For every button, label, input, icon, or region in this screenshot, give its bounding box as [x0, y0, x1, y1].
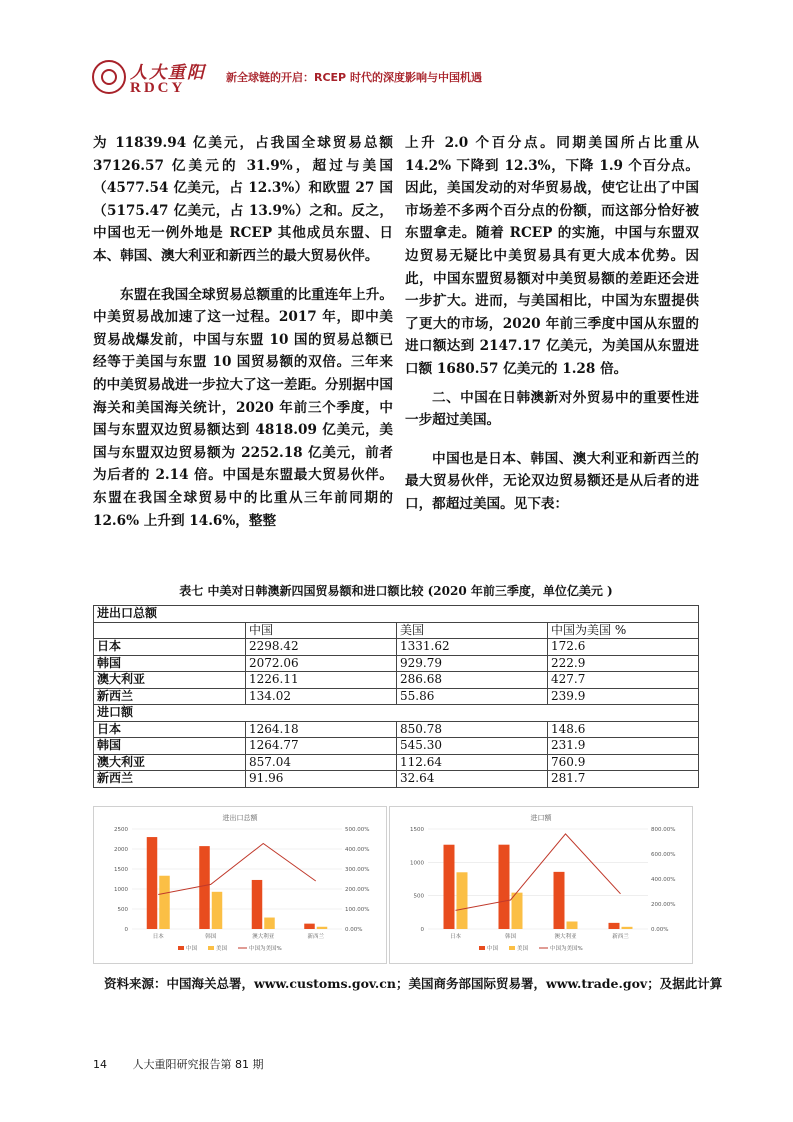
- table-cell: 134.02: [246, 688, 397, 705]
- y-left-tick-label: 0: [420, 927, 424, 933]
- table-cell: 281.7: [548, 771, 699, 788]
- table-row-label: 新西兰: [94, 771, 246, 788]
- table-cell: 545.30: [397, 738, 548, 755]
- chart-title: 进出口总额: [222, 814, 258, 822]
- table-cell: 1331.62: [397, 639, 548, 656]
- bar-usa: [264, 918, 275, 929]
- y-left-tick-label: 2000: [114, 847, 128, 853]
- legend-label-usa: 美国: [517, 946, 529, 952]
- y-right-tick-label: 100.00%: [345, 907, 370, 913]
- bar-china: [199, 846, 210, 929]
- x-tick-label: 日本: [449, 934, 462, 940]
- y-right-tick-label: 200.00%: [651, 902, 676, 908]
- table-row-label: 澳大利亚: [94, 672, 246, 689]
- table-cell: 148.6: [548, 721, 699, 738]
- table-cell: 239.9: [548, 688, 699, 705]
- source-note: 资料来源：中国海关总署，www.customs.gov.cn；美国商务部国际贸易署，www.trade.gov；及据此计算: [104, 976, 723, 991]
- x-tick-label: 新西兰: [612, 934, 629, 940]
- paragraph-2: 东盟在我国全球贸易总额重的比重连年上升。中美贸易战加速了这一过程。2017 年，即中美贸易战爆发前，中国与东盟 10 国的贸易总额已经等于美国与东盟 10 国贸易额的双倍。三年来的中美贸易战进一步拉大了这一差距。分别据中国海关和美国海关统计，2020 年前三个季度，中国与东盟双边贸易额达到 4818.09 亿美元，美国与东盟双边贸易额为 2252.18 亿美元，前者为后者的 2.14 倍。中国是东盟最大贸易伙伴。东盟在我国全球贸易中的比重从三年前同期的 12.6% 上升到 14.6%，整整: [93, 286, 393, 529]
- table-section-label: 进出口总额: [94, 606, 699, 623]
- bar-usa: [159, 876, 170, 929]
- y-left-tick-label: 1000: [410, 860, 424, 867]
- table-row-label: 韩国: [94, 655, 246, 672]
- table-cell: 427.7: [548, 672, 699, 689]
- trade-comparison-table: [93, 605, 699, 788]
- table-row: [94, 639, 699, 656]
- chart-imports: [389, 806, 693, 964]
- table-cell: 1264.18: [246, 721, 397, 738]
- bar-china: [554, 872, 565, 929]
- legend-label-china: 中国: [186, 946, 198, 952]
- table-cell: 760.9: [548, 754, 699, 771]
- y-left-tick-label: 1500: [114, 867, 128, 873]
- table-cell: 286.68: [397, 672, 548, 689]
- bar-china: [252, 880, 263, 929]
- table-section-label: 进口额: [94, 705, 699, 722]
- bar-usa: [567, 921, 578, 929]
- logo-english-text: RDCY: [130, 80, 186, 96]
- bar-china: [147, 837, 158, 929]
- bar-china: [444, 845, 455, 929]
- table-cell: 1264.77: [246, 738, 397, 755]
- page-footer: [93, 1056, 264, 1072]
- bar-usa: [457, 872, 468, 929]
- y-left-tick-label: 0: [124, 927, 128, 933]
- bar-usa: [212, 892, 223, 929]
- table-row: [94, 771, 699, 788]
- table-cell: 850.78: [397, 721, 548, 738]
- chart-total-trade: [93, 806, 387, 964]
- x-tick-label: 韩国: [205, 934, 217, 940]
- table-cell: 2298.42: [246, 639, 397, 656]
- table-cell: 112.64: [397, 754, 548, 771]
- bar-usa: [622, 927, 633, 929]
- table-cell: 91.96: [246, 771, 397, 788]
- table-row-label: 韩国: [94, 738, 246, 755]
- table-section-row: [94, 606, 699, 623]
- table-row-label: 新西兰: [94, 688, 246, 705]
- y-left-tick-label: 2500: [114, 827, 128, 833]
- table-cell: 231.9: [548, 738, 699, 755]
- legend-swatch-usa: [509, 946, 515, 950]
- y-right-tick-label: 200.00%: [345, 887, 370, 893]
- legend-label-ratio: 中国为美国%: [249, 946, 282, 952]
- legend-label-china: 中国: [487, 946, 499, 952]
- rdcy-logo-emblem-icon: [92, 60, 126, 94]
- text-column-left: [93, 132, 393, 532]
- legend-swatch-china: [178, 946, 184, 950]
- legend-label-ratio: 中国为美国%: [550, 946, 583, 952]
- chart-title: 进口额: [530, 814, 552, 822]
- chart-imports-svg: [390, 807, 692, 963]
- journal-name: 人大重阳研究报告第 81 期: [132, 1058, 264, 1071]
- x-tick-label: 韩国: [504, 934, 517, 940]
- line-ratio: [456, 834, 621, 911]
- y-left-tick-label: 500: [413, 893, 424, 900]
- table-section-row: [94, 705, 699, 722]
- bar-china: [304, 924, 315, 929]
- table-cell: 857.04: [246, 754, 397, 771]
- y-right-tick-label: 0.00%: [651, 927, 669, 933]
- table-header-cell: 美国: [397, 622, 548, 639]
- x-tick-label: 澳大利亚: [554, 934, 577, 940]
- y-right-tick-label: 400.00%: [651, 877, 676, 883]
- logo-chinese-text: 人大重阳: [130, 63, 206, 83]
- table-cell: 222.9: [548, 655, 699, 672]
- table-cell: 929.79: [397, 655, 548, 672]
- y-right-tick-label: 300.00%: [345, 867, 370, 873]
- y-right-tick-label: 800.00%: [651, 827, 676, 833]
- x-tick-label: 日本: [152, 934, 164, 940]
- y-right-tick-label: 0.00%: [345, 927, 363, 933]
- y-left-tick-label: 500: [117, 907, 128, 913]
- x-tick-label: 新西兰: [307, 934, 325, 940]
- y-left-tick-label: 1000: [114, 887, 128, 893]
- paragraph-4: 中国也是日本、韩国、澳大利亚和新西兰的最大贸易伙伴，无论双边贸易额还是从后者的进口，都超过美国。见下表：: [405, 450, 699, 512]
- table-row: [94, 738, 699, 755]
- bar-china: [609, 923, 620, 929]
- header-title: 新全球链的开启：RCEP 时代的深度影响与中国机遇: [226, 71, 482, 84]
- table-cell: 55.86: [397, 688, 548, 705]
- table-row-label: 澳大利亚: [94, 754, 246, 771]
- table-row: [94, 672, 699, 689]
- text-column-right: [405, 132, 699, 516]
- bar-china: [499, 845, 510, 929]
- legend-swatch-china: [479, 946, 485, 950]
- table-cell: 32.64: [397, 771, 548, 788]
- y-right-tick-label: 400.00%: [345, 847, 370, 853]
- page-header: [90, 52, 710, 100]
- table-row: [94, 721, 699, 738]
- page-number: 14: [93, 1058, 107, 1071]
- table-header-cell: 中国: [246, 622, 397, 639]
- paragraph-3: 上升 2.0 个百分点。同期美国所占比重从 14.2% 下降到 12.3%，下降 1.9 个百分点。因此，美国发动的对华贸易战，使它让出了中国市场差不多两个百分点的份额，而这部分恰好被东盟拿走。随着 RCEP 的实施，中国与东盟双边贸易无疑比中美贸易具有更大成本优势。因此，中国东盟贸易额对中美贸易额的差距还会进一步扩大。进而，与美国相比，中国为东盟提供了更大的市场，2020 年前三季度中国从东盟的进口额达到 2147.17 亿美元，为美国从东盟进口额 1680.57 亿美元的 1.28 倍。: [405, 135, 699, 377]
- table-row: [94, 655, 699, 672]
- legend-label-usa: 美国: [216, 946, 228, 952]
- bar-usa: [512, 893, 523, 929]
- table-row-label: 日本: [94, 639, 246, 656]
- table-header-cell: 中国为美国 %: [548, 622, 699, 639]
- table-cell: 1226.11: [246, 672, 397, 689]
- y-right-tick-label: 500.00%: [345, 827, 370, 833]
- paragraph-1: 为 11839.94 亿美元，占我国全球贸易总额 37126.57 亿美元的 31.9%，超过与美国（4577.54 亿美元，占 12.3%）和欧盟 27 国（5175.47 亿美元，占 13.9%）之和。反之，中国也无一例外地是 RCEP 其他成员东盟、日本、韩国、澳大利亚和新西兰的最大贸易伙伴。: [93, 135, 393, 264]
- section-heading: 二、中国在日韩澳新对外贸易中的重要性进一步超过美国。: [405, 389, 699, 429]
- chart-total-trade-svg: [94, 807, 386, 963]
- table-header-row: [94, 622, 699, 639]
- y-left-tick-label: 1500: [410, 827, 424, 833]
- table-cell: 172.6: [548, 639, 699, 656]
- table-cell: 2072.06: [246, 655, 397, 672]
- bar-usa: [317, 927, 328, 929]
- x-tick-label: 澳大利亚: [252, 934, 275, 940]
- y-right-tick-label: 600.00%: [651, 852, 676, 858]
- table-row-label: 日本: [94, 721, 246, 738]
- table-caption: 表七 中美对日韩澳新四国贸易额和进口额比较 (2020 年前三季度，单位亿美元 ): [179, 584, 613, 598]
- table-row: [94, 688, 699, 705]
- table-row: [94, 754, 699, 771]
- table-header-cell: [94, 622, 246, 639]
- legend-swatch-usa: [208, 946, 214, 950]
